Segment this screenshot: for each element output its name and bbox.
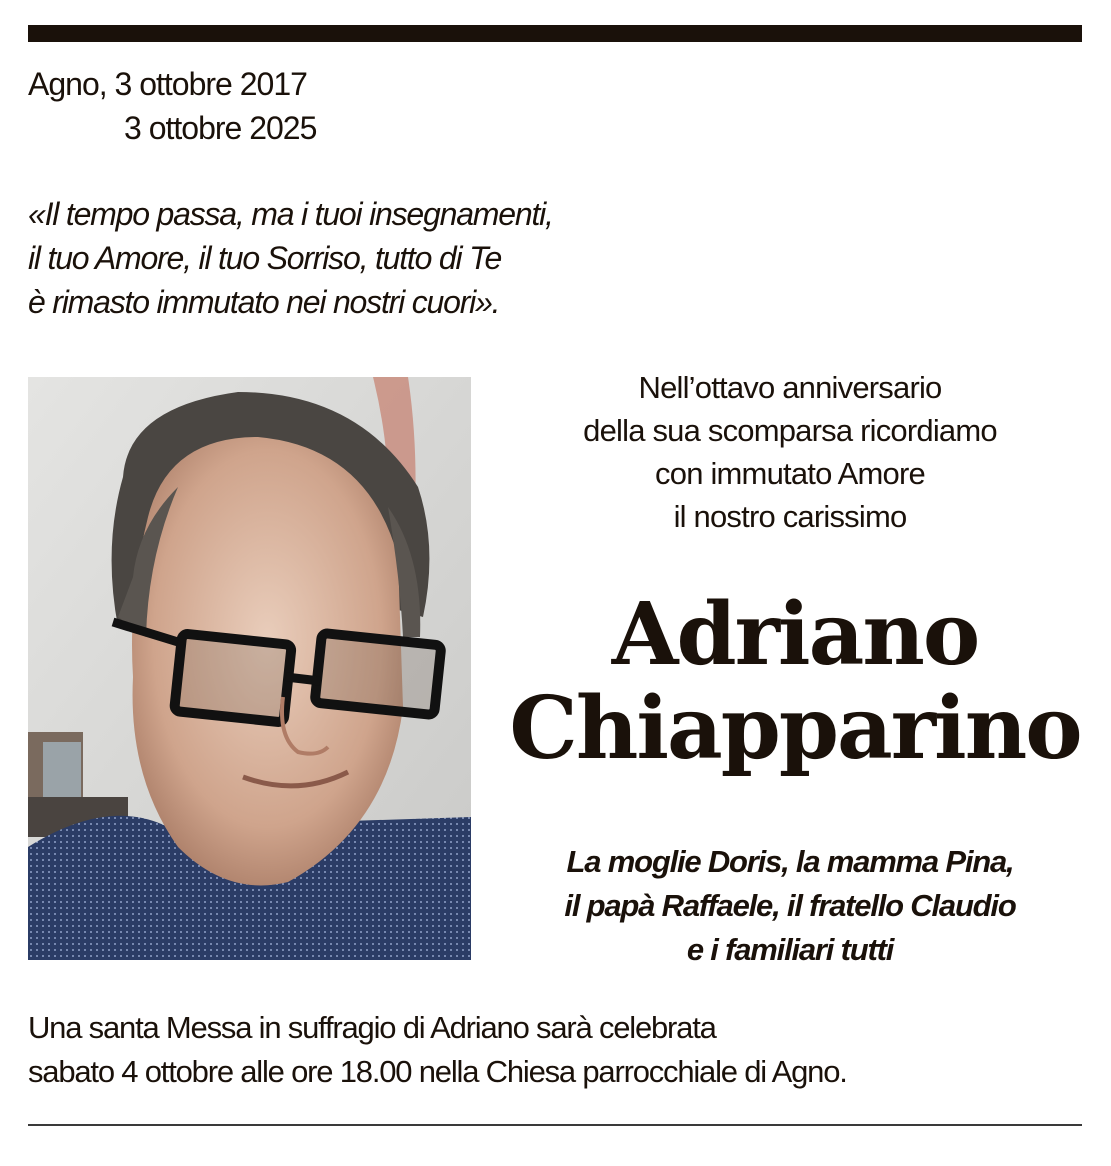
anniversary-date-line: 3 ottobre 2025 <box>124 110 317 146</box>
quote-line: è rimasto immutato nei nostri cuori». <box>28 284 500 320</box>
bottom-rule <box>28 1124 1082 1126</box>
first-name: Adriano <box>611 584 979 685</box>
memorial-quote <box>28 192 553 324</box>
intro-line: Nell’ottavo anniversario <box>638 370 942 405</box>
mass-announcement <box>28 1006 847 1094</box>
date-block <box>28 62 316 150</box>
quote-line: «Il tempo passa, ma i tuoi insegnamenti, <box>28 196 553 232</box>
intro-line: della sua scomparsa ricordiamo <box>583 413 997 448</box>
family-signature <box>500 840 1080 972</box>
family-line: La moglie Doris, la mamma Pina, <box>566 844 1014 879</box>
place-date-line: Agno, 3 ottobre 2017 <box>28 66 307 102</box>
portrait-photo <box>28 377 471 960</box>
intro-line: con immutato Amore <box>655 456 925 491</box>
intro-line: il nostro carissimo <box>673 499 907 534</box>
top-rule <box>28 25 1082 42</box>
family-line: il papà Raffaele, il fratello Claudio <box>564 888 1016 923</box>
last-name: Chiapparino <box>509 678 1081 779</box>
family-line: e i familiari tutti <box>686 932 894 967</box>
quote-line: il tuo Amore, il tuo Sorriso, tutto di Te <box>28 240 502 276</box>
portrait-illustration <box>28 377 471 960</box>
deceased-name <box>490 584 1100 779</box>
mass-line: sabato 4 ottobre alle ore 18.00 nella Chiesa parrocchiale di Agno. <box>28 1054 847 1089</box>
mass-line: Una santa Messa in suffragio di Adriano sarà celebrata <box>28 1010 716 1045</box>
anniversary-intro <box>500 366 1080 538</box>
